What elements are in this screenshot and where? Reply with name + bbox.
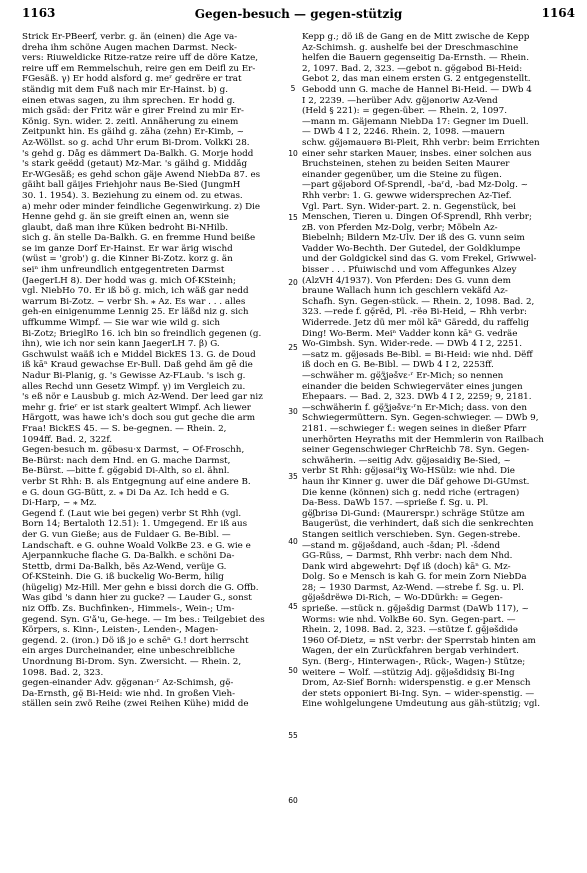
- text-line: schwäherin. —seitig Adv. gẹ̈jəsaidiɣ Be-Sied, ~: [302, 455, 511, 466]
- text-line: Nadur Bi-Planig, g. 's Gewisse Az-FLaub. 's isch g.: [22, 371, 246, 381]
- text-line: Az-Schimsh. g. aushelfe bei der Dreschmaschine: [302, 42, 519, 53]
- text-line: iß doch en G. Be-Bibl. — DWb 4 I 2, 2253ff.: [302, 360, 494, 371]
- text-line: Ehepaars. — Bad. 2, 323. DWb 4 I 2, 2259; 9, 2181.: [302, 392, 532, 403]
- text-line: Henne gehd g. än sie greift einen an, wenn sie: [22, 212, 229, 223]
- text-line: (hügelig) Mz-Hill. Mer gehn e bissi dorch die G. Offb.: [22, 582, 259, 593]
- running-title: Gegen-besuch — gegen-stützig: [194, 7, 403, 21]
- text-line: (wüst = 'grob') g. die Kinner Bi-Zotz. korz g. än: [22, 254, 233, 265]
- text-line: —schwäher m. gẹ̈ʒ̈jəšvɛ·ʳ Er-Mich; so nennen: [302, 371, 504, 381]
- text-line: Syn. (Berg-, Hinterwagen-, Rück-, Wagen-) Stütze;: [302, 657, 526, 668]
- text-line: Ding! Wo-Berm. Meiⁿ Vadder konn kāⁿ G. vedräe: [302, 328, 518, 339]
- text-line: Stettb, drmi Da-Balkh, bës Az-Wend, verüje G.: [22, 561, 227, 572]
- text-line: —stand m. gẹ̈jəšdand, auch -šdan; Pl. -šdend: [302, 540, 501, 551]
- right-column: [302, 32, 572, 710]
- left-column: [22, 32, 292, 710]
- line-number: 45: [288, 601, 298, 611]
- text-line: iß kāⁿ Kraud gewachse Er-Bull. Daß gehd äm gē die: [22, 360, 253, 371]
- line-number: 35: [288, 472, 298, 482]
- page-number-right: 1164: [541, 6, 575, 20]
- text-line: a) mehr oder minder feindliche Gegenwirkung. z) Die: [22, 201, 261, 212]
- text-line: Wo-Gimbsh. Syn. Wider-rede. — DWb 4 I 2, 2251.: [302, 339, 523, 350]
- text-line: König. Syn. wider. 2. zeitl. Annäherung zu einem: [22, 116, 239, 127]
- text-line: verbr St Rhh: B. als Entgegnung auf eine andere B.: [22, 476, 251, 487]
- text-line: — DWb 4 I 2, 2246. Rhein. 2, 1098. —mauern: [302, 127, 505, 138]
- text-line: 323. —rede f. gẹ̈rëd, Pl. -rëə Bi-Heid, ~ Rhh verbr:: [302, 307, 528, 318]
- text-line: Zeitpunkt hin. Es gäihd g. zäha (zehn) Er-Kimb, ~: [22, 127, 244, 138]
- text-line: 's gehd g. Dåg es dämmert Da-Balkh. G. Morje hodd: [22, 148, 254, 159]
- text-line: Biebelnh; Bildern Mz-Ülv. Der iß des G. vunn seim: [302, 233, 525, 244]
- text-line: Was gibd 's dann hier zu gucke? — Lauder G., sonst: [22, 593, 252, 604]
- text-line: FGesäß. γ) Er hodd alsford g. meʳ gedrëre er trat: [22, 74, 242, 85]
- text-line: Schwiegermüttern. Syn. Gegen-schwieger. — DWb 9,: [302, 413, 539, 424]
- text-line: dreha ihm schöne Augen machen Darmst. Neck-: [22, 42, 237, 53]
- text-line: gegend. 2. (iron.) Dö iß jo e schēⁿ G.! dort herrscht: [22, 635, 249, 646]
- text-line: Fraa! BickES 45. — S. be-gegnen. — Rhein. 2,: [22, 423, 227, 434]
- text-line: 1098. Bad. 2, 323.: [22, 667, 104, 678]
- text-line: verbr St Rhh: gẹ̈jəsaiᵈiɣ Wo-HSülz: wie nhd. Die: [302, 466, 515, 477]
- text-line: glaubt, daß man ihre Küken bedroht Bi-NHilb.: [22, 222, 228, 233]
- text-line: und der Goldgickel sind das G. vom Frekel, Griwwel-: [302, 254, 537, 265]
- text-line: gegend. Syn. G'å'u, Ge-hege. — Im bes.: Teilgebiet des: [22, 614, 265, 625]
- text-line: vgl. NiebHo 70. Er iß bö g. mich, ich wäß gar nedd: [22, 286, 249, 297]
- text-line: 1094ff. Bad. 2, 322f.: [22, 434, 113, 445]
- line-number: 60: [288, 795, 298, 805]
- text-line: GG-Rüss, ~ Darmst, Rhh verbr: nach dem Nhd.: [302, 551, 513, 562]
- text-line: Gegend f. (Laut wie bei gegen) verbr St Rhh (vgl.: [22, 508, 242, 519]
- text-line: I 2, 2239. —herüber Adv. gẹ̈jənoriw Az-Vend: [302, 95, 498, 106]
- text-line: reire uff em Remmelschuh, reire gen em Deifl zu Er-: [22, 63, 256, 74]
- text-line: Born 14; Bertaloth 12.51): 1. Umgegend. Er iß aus: [22, 519, 248, 530]
- text-line: helfen die Bauern gegenseitig Da-Ernsth. — Rhein.: [302, 53, 529, 64]
- text-line: Landschaft. e G. ouhne Woald VolkBe 23. e G. wie e: [22, 540, 251, 551]
- text-line: Äjerpannkuche flache G. Da-Balkh. e schöni Da-: [22, 551, 235, 562]
- text-line: mich gsäd: der Fritz wär e girer Freind zu mir Er-: [22, 106, 244, 117]
- text-line: 30. 1. 1954). 3. Beziehung zu einem od. zu etwas.: [22, 190, 243, 201]
- text-line: Die kenne (können) sich g. nedd riche (ertragen): [302, 487, 520, 498]
- text-line: sich g. än stelle Da-Balkh. G. en fremme Hund beiße: [22, 233, 256, 244]
- text-line: Rhh verbr: 1. G. gewwe widersprechen Az-Tief.: [302, 190, 512, 201]
- text-line: Be-Bürst: nach dem Hnd. en G. mache Darmst,: [22, 455, 231, 466]
- text-line: Wagen, der ein Zurückfahren bergab verhindert.: [302, 646, 519, 657]
- text-line: —mann m. Gäjemann NiebDa 17: Gegner im Duell.: [302, 116, 529, 127]
- text-line: einander die beiden Schwiegerväter eines jungen: [302, 381, 523, 392]
- text-line: Dolg. So e Mensch is kah G. for mein Zorn NiebDa: [302, 572, 527, 583]
- text-line: Worms: wie nhd. VolkBe 60. Syn. Gegen-part. —: [302, 614, 516, 625]
- text-line: alles Rechd unn Gesetz Wimpf. γ) im Vergleich zu.: [22, 381, 246, 392]
- text-line: se im ganze Dorf Er-Hainst. Er war ärig wischd: [22, 243, 233, 254]
- text-line: 2181. —schwieger f.: wegen seines in dießer Pfarr: [302, 423, 527, 434]
- line-number: 15: [288, 213, 298, 223]
- line-number: 55: [288, 731, 298, 741]
- text-line: der G. vun Gieße; aus de Fuldaer G. Be-Bibl. —: [22, 529, 231, 540]
- text-line: Be-Bürst. —bitte f. gẹ̈gəbid Di-Alth, so ɛl. ähnl.: [22, 466, 230, 477]
- line-number: 30: [288, 407, 298, 417]
- text-line: Da-Bess. DaWb 157. —spriеße f. Sg. u. Pl.: [302, 498, 489, 509]
- text-line: seiⁿ ihm unfreundlich entgegentreten Darmst: [22, 265, 225, 276]
- text-line: schw. gẹ̈jəmauərə Bi-Pleit, Rhh verbr: beim Errichten: [302, 137, 540, 148]
- line-number: 20: [288, 278, 298, 287]
- text-line: der stets opponiert Bi-Ing. Syn. ~ wider-spenstig. —: [302, 688, 535, 699]
- text-line: Rhein. 2, 1098. Bad. 2, 323. —stütze f. gẹ̈jəšdidə: [302, 625, 518, 636]
- text-line: Gschwulst waäß ich e Middel BickES 13. G. de Doud: [22, 349, 256, 360]
- line-number: 10: [288, 148, 298, 158]
- text-line: Bi-Zotz; BrieglRo 16. ich bin so freindlich gegenen (g.: [22, 328, 262, 339]
- text-line: braune Wallach hunn ich geschlern vekäfd Az-: [302, 286, 508, 297]
- text-line: niz Offb. Zs. Buchfinken-, Himmels-, Wein-; Um-: [22, 604, 235, 615]
- text-line: unerhörten Heyraths mit der Hemmlerin von Railbach: [302, 434, 544, 445]
- text-line: Stangen seitlich verschieben. Syn. Gegen-strebe.: [302, 529, 521, 540]
- text-line: 1960 Of-Dietz, = nSt verbr: der Sperrstab hinten am: [302, 635, 536, 646]
- text-line: —schwäherin f. gẹ̈ʒ̈jəšvɛ·ʳn Er-Mich; dass. von den: [302, 402, 527, 413]
- text-line: Er-WGesäß; es gehd schon gäje Awend NiebDa 87. es: [22, 169, 261, 180]
- text-line: 's eß nör e Lausbub g. mich Az-Wend. Der leed gar niz: [22, 392, 263, 403]
- line-number: 50: [288, 666, 298, 676]
- text-line: seiner Gegenschwieger ChrReichb 78. Syn. Gegen-: [302, 445, 530, 456]
- page-number-left: 1163: [22, 6, 56, 20]
- text-line: 2, 1097. Bad. 2, 323. —gebot n. gẹ̈gəbod Bi-Heid:: [302, 63, 523, 74]
- text-line: 's stark geëdd (getaut) Mz-Mar. 's gäihd g. Middåg: [22, 159, 248, 170]
- text-line: Baugerüst, die verhindert, daß sich die senkrechten: [302, 519, 534, 530]
- text-line: gegen-einander Adv. gẹ̈gənan·ʳ Az-Schimsh, gẹ̈-: [22, 678, 234, 689]
- line-number: 25: [288, 342, 298, 352]
- text-line: ihn), wie ich nor sein kann JaegerLH 7. β) G.: [22, 339, 220, 350]
- text-line: Of-KSteinh. Die G. iß buckelig Wo-Berm, hilig: [22, 572, 224, 583]
- text-line: Härgott, was hawe ich's doch sou gut geche die arm: [22, 413, 256, 424]
- text-line: uffkumme Wimpf. — Sie war wie wild g. sich: [22, 318, 221, 329]
- text-line: haun ihr Kinner g. uwer die Däf gehowe Di-GUmst.: [302, 476, 530, 487]
- text-line: —part gẹ̈jəbord Of-Sprendl, -baʳd, -bad Mz-Dolg. ~: [302, 180, 529, 191]
- text-line: Eine wohlgelungene Umdeutung aus gäh-stützig; vgl.: [302, 699, 541, 710]
- text-line: Körpers, s. Kinn-, Leisten-, Lenden-, Magen-: [22, 625, 219, 636]
- text-line: (JaegerLH 8). Der hodd was g. mich Of-KSteinh;: [22, 275, 236, 286]
- text-line: Vadder Wo-Bechth. Der Gutedel, der Goldklumpe: [302, 243, 521, 254]
- text-line: geh-en einigenumme Lennig 25. Er läßd niz g. sich: [22, 307, 249, 318]
- text-line: gẹ̈ʃbriзә Di-Gund: (Maurerspr.) schräge Stütze am: [302, 508, 525, 519]
- text-line: einen etwas sagen, zu ihm sprechen. Er hodd g.: [22, 95, 236, 106]
- text-line: Schafh. Syn. Gegen-stück. — Rhein. 2, 1098. Bad. 2,: [302, 296, 535, 307]
- text-line: Bruchsteinen, stehen zu beiden Seiten Maurer: [302, 159, 510, 170]
- text-line: Menschen, Tieren u. Dingen Of-Sprendl, Rhh verbr;: [302, 212, 532, 223]
- text-line: Dank wird abgewehrt: Dęf iß (doch) kāⁿ G. Mz-: [302, 561, 511, 572]
- line-number: 40: [288, 536, 298, 546]
- text-line: Strick Er-PBeerf, verbr. g. än (einen) die Äge va-: [22, 32, 238, 42]
- text-line: —satz m. gẹ̈jəsads Be-Bibl. = Bi-Heid: wie nhd. Dëff: [302, 349, 533, 360]
- text-line: Kepp g.; dö iß de Gang en de Mitt zwische de Kepp: [302, 32, 530, 42]
- line-number: 5: [290, 83, 296, 93]
- text-line: ständig mit dem Fuß nach mir Er-Hainst. b) g.: [22, 84, 229, 95]
- text-line: gẹ̈jəšdrëwə Di-Rich, ~ Wo-DDürkh: = Gegen-: [302, 593, 503, 604]
- text-line: Gebodd unn G. mache de Hannel Bi-Heid. — DWb 4: [302, 84, 532, 95]
- text-line: Az-Wöllst. so g. achd Uhr erum Bi-Drom. VolkKi 28.: [22, 137, 250, 148]
- text-line: Da-Ernsth, gẹ̈ Bi-Heid: wie nhd. In großen Vieh-: [22, 688, 236, 699]
- text-line: Gebot 2, das man einem ersten G. 2 entgegenstellt.: [302, 74, 531, 85]
- text-line: (AlzVH 4/1937). Von Pferden: Des G. vunn dem: [302, 275, 511, 286]
- text-line: einander gegenüber, um die Steine zu fügen.: [302, 169, 502, 180]
- text-line: vers: Riuweldicke Ritze-ratze reire uff de döre Katze,: [22, 53, 259, 64]
- text-line: weitere ~ Wolf. —stützig Adj. gẹ̈jəšdidsiɣ Bi-Ing: [302, 667, 515, 678]
- page-header: [22, 6, 575, 24]
- text-line: warrum Bi-Zotz. ~ verbr Sh. ⁎ Az. Es war . . . alles: [22, 296, 246, 307]
- text-line: Di-Harp, ~ ⁎ Mz.: [22, 498, 97, 509]
- text-line: Unordnung Bi-Drom. Syn. Zwersicht. — Rhein. 2,: [22, 657, 242, 668]
- text-line: spriеße. —stück n. gẹ̈jəšdig Darmst (DaWb 117), ~: [302, 604, 529, 615]
- text-line: einer sehr starken Mauer, insbes. einer solchen aus: [302, 148, 532, 159]
- text-line: gäiht ball gäijes Friehjohr naus Be-Sied (JungmH: [22, 180, 241, 191]
- text-line: zB. von Pferden Mz-Dolg, verbr; Möbeln Az-: [302, 222, 498, 233]
- text-line: mehr g. frieʳ er ist stark gealtert Wimpf. Ach liewer: [22, 402, 251, 413]
- text-line: bisser . . . Pfuiwischd und vom Affegunkes Alzey: [302, 265, 517, 276]
- text-line: Widerrede. Jetz dü mer möl kāⁿ Gäredd, du raffelig: [302, 318, 529, 329]
- text-line: Gegen-besuch m. gẹ̈bəsu·x Darmst, ~ Of-Froschh,: [22, 445, 245, 456]
- text-line: Vgl. Part. Syn. Wider-part. 2. n. Gegenstück, bei: [302, 201, 516, 212]
- text-line: ställen sein zwö Reihe (zwei Reihen Kühe) midd de: [22, 699, 249, 710]
- text-line: ein arges Durcheinander, eine unbeschreibliche: [22, 646, 235, 657]
- text-line: e G. doun GG-Bütt, z. ⁎ Di Da Az. Ich hedd e G.: [22, 487, 230, 498]
- text-line: (Held § 221): = gegen-über. — Rhein. 2, 1097.: [302, 106, 507, 117]
- text-line: Drom, Az-Sief Bornh: widerspenstig. e g.er Mensch: [302, 678, 531, 689]
- text-line: 28; ~ 1930 Darmst, Az-Wend. —strebe f. Sg. u. Pl.: [302, 582, 524, 593]
